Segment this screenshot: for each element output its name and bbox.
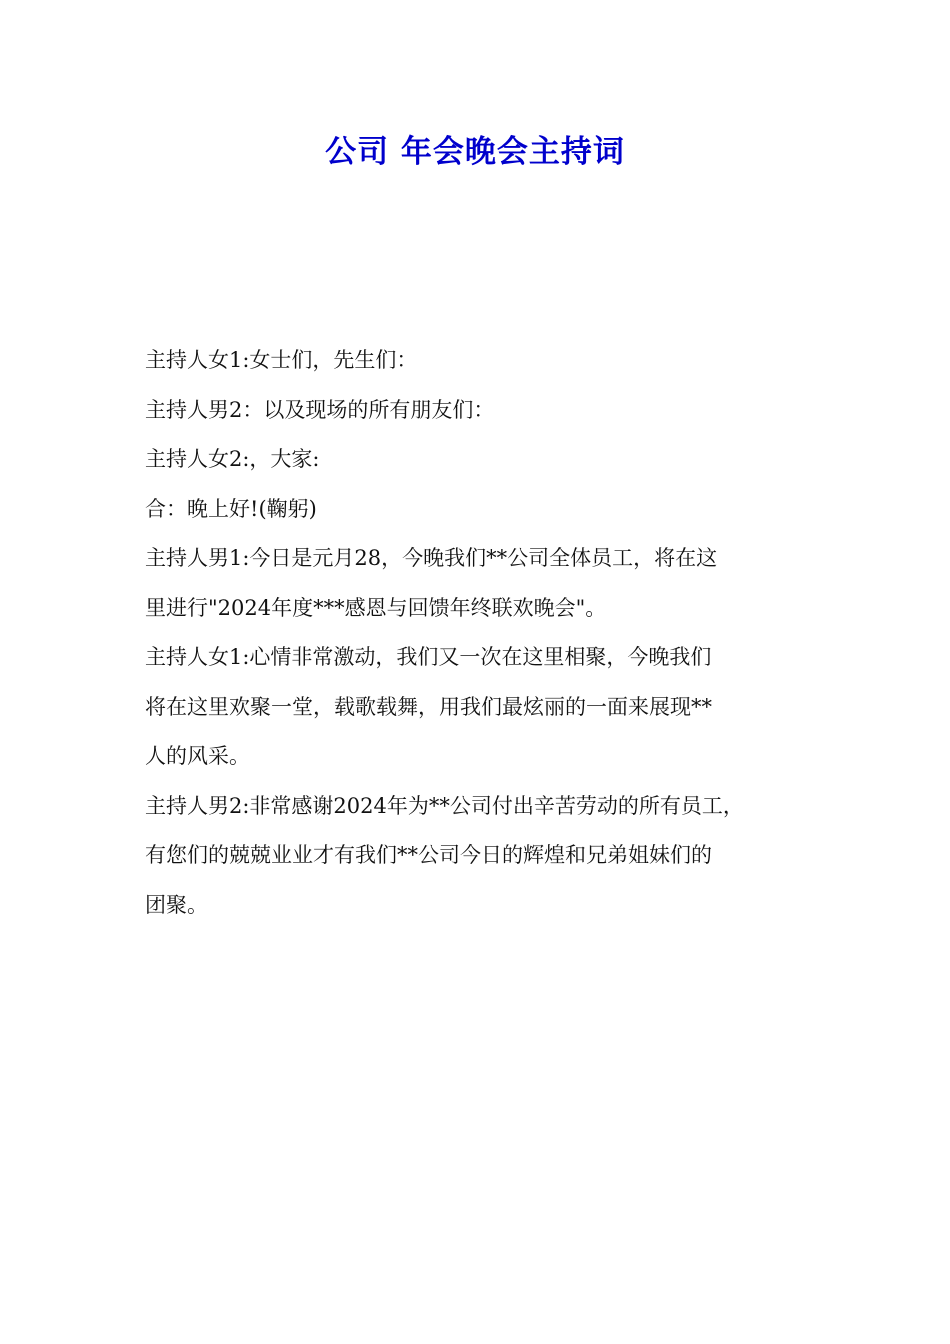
paragraph-host-male-1-intro: 主持人男1:今日是元月28，今晚我们**公司全体员工，将在这 里进行"2024年度***感恩与回馈年终联欢晚会"。	[145, 546, 718, 620]
paragraph-host-female-1-intro: 主持人女1:心情非常激动，我们又一次在这里相聚，今晚我们 将在这里欢聚一堂，载歌载舞，用我们最炫丽的一面来展现** 人的风采。	[145, 645, 712, 768]
paragraph-host-male-2-thanks: 主持人男2:非常感谢2024年为**公司付出辛苦劳动的所有员工， 有您们的兢兢业业才有我们**公司今日的辉煌和兄弟姐妹们的 团聚。	[145, 793, 744, 917]
paragraph-host-male-2-greeting: 主持人男2：以及现场的所有朋友们：	[145, 397, 495, 422]
paragraph-host-female-1-greeting: 主持人女1:女士们，先生们：	[145, 348, 418, 372]
document-body	[145, 336, 825, 930]
paragraph-host-female-2-greeting: 主持人女2:，大家:	[145, 447, 320, 471]
document-title: 公司 年会晚会主持词	[325, 134, 625, 170]
paragraph-together-greeting: 合：晚上好!(鞠躬)	[145, 496, 317, 521]
